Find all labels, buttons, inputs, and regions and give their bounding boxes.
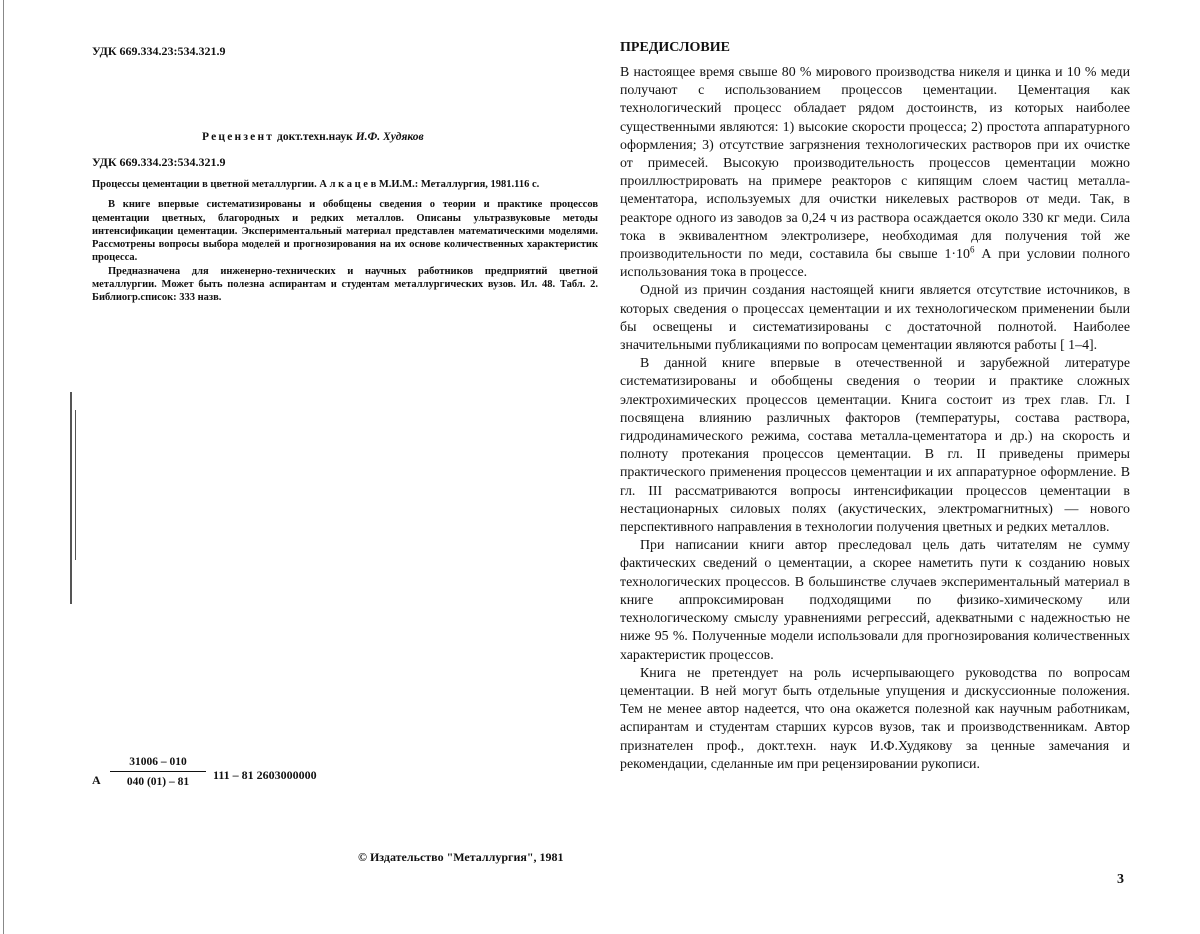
publication-code-prefix: А: [92, 773, 101, 787]
scan-edge-line: [3, 0, 4, 934]
preface-paragraph-2: Одной из причин создания настоящей книги является отсутствие источников, в которых сведения о процессах цементации и их технологическом применении были бы освещены и систематизированы с достаточной полнотой. Наиболее значительными публикациями по вопросам цементации являются работы [ 1–4].: [620, 283, 1130, 354]
reviewer-name: И.Ф. Худяков: [355, 131, 424, 143]
reviewer-line: [202, 131, 424, 143]
udk-code-top: УДК 669.334.23:534.321.9: [92, 44, 226, 58]
publication-code-denominator: 040 (01) – 81: [126, 776, 190, 788]
publication-code-fraction: [110, 756, 206, 788]
audience-paragraph: Предназначена для инженерно-технических и научных работников предприятий цветной металлургии. Может быть полезна аспирантам и студентам металлургических вузов. Ил. 48. Табл. 2. Библиогр.список: 333 назв.: [92, 265, 598, 304]
bibliographic-block: [92, 178, 598, 305]
annotation-paragraph: В книге впервые систематизированы и обобщены сведения о теории и практике процессов цементации цветных, благородных и редких металлов. Описаны ультразвуковые методы интенсификации цементации. Экспериментальный материал представлен математическими моделями. Рассмотрены вопросы выбора моделей и прогнозирования на их основе количественных характеристик процесса.: [92, 199, 598, 264]
copyright-line: © Издательство "Металлургия", 1981: [358, 850, 564, 864]
preface-paragraph-4: При написании книги автор преследовал цель дать читателям не сумму фактических сведений о цементации, а скорее наметить пути к созданию новых технологических процессов. В большинстве случаев экспериментальный материал в книге аппроксимирован подходящими по физико-химическому или технологическому смыслу уравнениями регрессий, адекватными с надежностью не ниже 95 %. Полученные модели использовали для прогнозирования количественных характеристик процессов.: [620, 538, 1130, 663]
preface-paragraph-1: [620, 64, 1130, 282]
bibliographic-entry: Процессы цементации в цветной металлургии. А л к а ц е в М.И.М.: Металлургия, 1981.116 с.: [92, 179, 540, 190]
preface-paragraph-1-text: В настоящее время свыше 80 % мирового производства никеля и цинка и 10 % меди получают с использованием процессов цементации. Цементация как технологический процесс обладает рядом достоинств, из которых наиболее существенными являются: 1) высокие скорости процесса; 2) простота аппаратурного оформления; 3) отсутствие загрязнения технологических растворов при их очистке от примесей. Высокую производительность процессов цементации можно проиллюстрировать на примере реакторов с кипящим слоем частиц металла-цементатора, используемых для очистки никелевых растворов от меди. Так, в реакторе одного из заводов за 0,24 ч из раствора осаждается около 330 кг меди. Сила тока в эквивалентном электролизере, необходимая для получения той же производительности по меди, составила бы свыше 1·10: [620, 65, 1130, 263]
superscript-exponent: 6: [969, 244, 975, 255]
reviewer-label: Рецензент: [202, 131, 275, 143]
preface-paragraph-5: Книга не претендует на роль исчерпывающего руководства по вопросам цементации. В ней могут быть отдельные упущения и дискуссионные положения. Тем не менее автор надеется, что она окажется полезной как научным работникам, аспирантам и студентам старших курсов вузов, так и производственникам. Автор признателен проф., докт.техн. наук И.Ф.Худякову за ценные замечания и рекомендации, сделанные им при рецензировании рукописи.: [620, 665, 1130, 772]
preface-paragraph-1-tail: А при условии полного использования тока в процессе.: [620, 247, 1131, 281]
publication-code-numerator: 31006 – 010: [110, 756, 206, 772]
scan-artifact-line: [75, 410, 76, 560]
reviewer-title: докт.техн.наук: [277, 131, 353, 143]
publication-code-rest: 111 – 81 2603000000: [213, 768, 317, 782]
preface-body: [620, 64, 1130, 774]
scan-artifact-line: [70, 392, 72, 604]
page-number: 3: [1117, 872, 1124, 887]
preface-paragraph-3: В данной книге впервые в отечественной и зарубежной литературе систематизированы и обобщены сведения о теории и практике сложных электрохимических процессов цементации. Книга состоит из трех глав. Гл. I посвящена влиянию различных факторов (температуры, состава раствора, гидродинамического режима, состава металла-цементатора и др.) на скорость и полноту протекания процессов цементации. В гл. II приведены примеры практического применения процессов цементации и их аппаратурное оформление. В гл. III рассматриваются вопросы интенсификации процессов цементации в нестационарных силовых полях (акустических, электромагнитных) — нового перспективного направления в технологии получения цветных и редких металлов.: [620, 356, 1130, 536]
preface-title: ПРЕДИСЛОВИЕ: [620, 40, 730, 55]
udk-code-second: УДК 669.334.23:534.321.9: [92, 155, 226, 169]
